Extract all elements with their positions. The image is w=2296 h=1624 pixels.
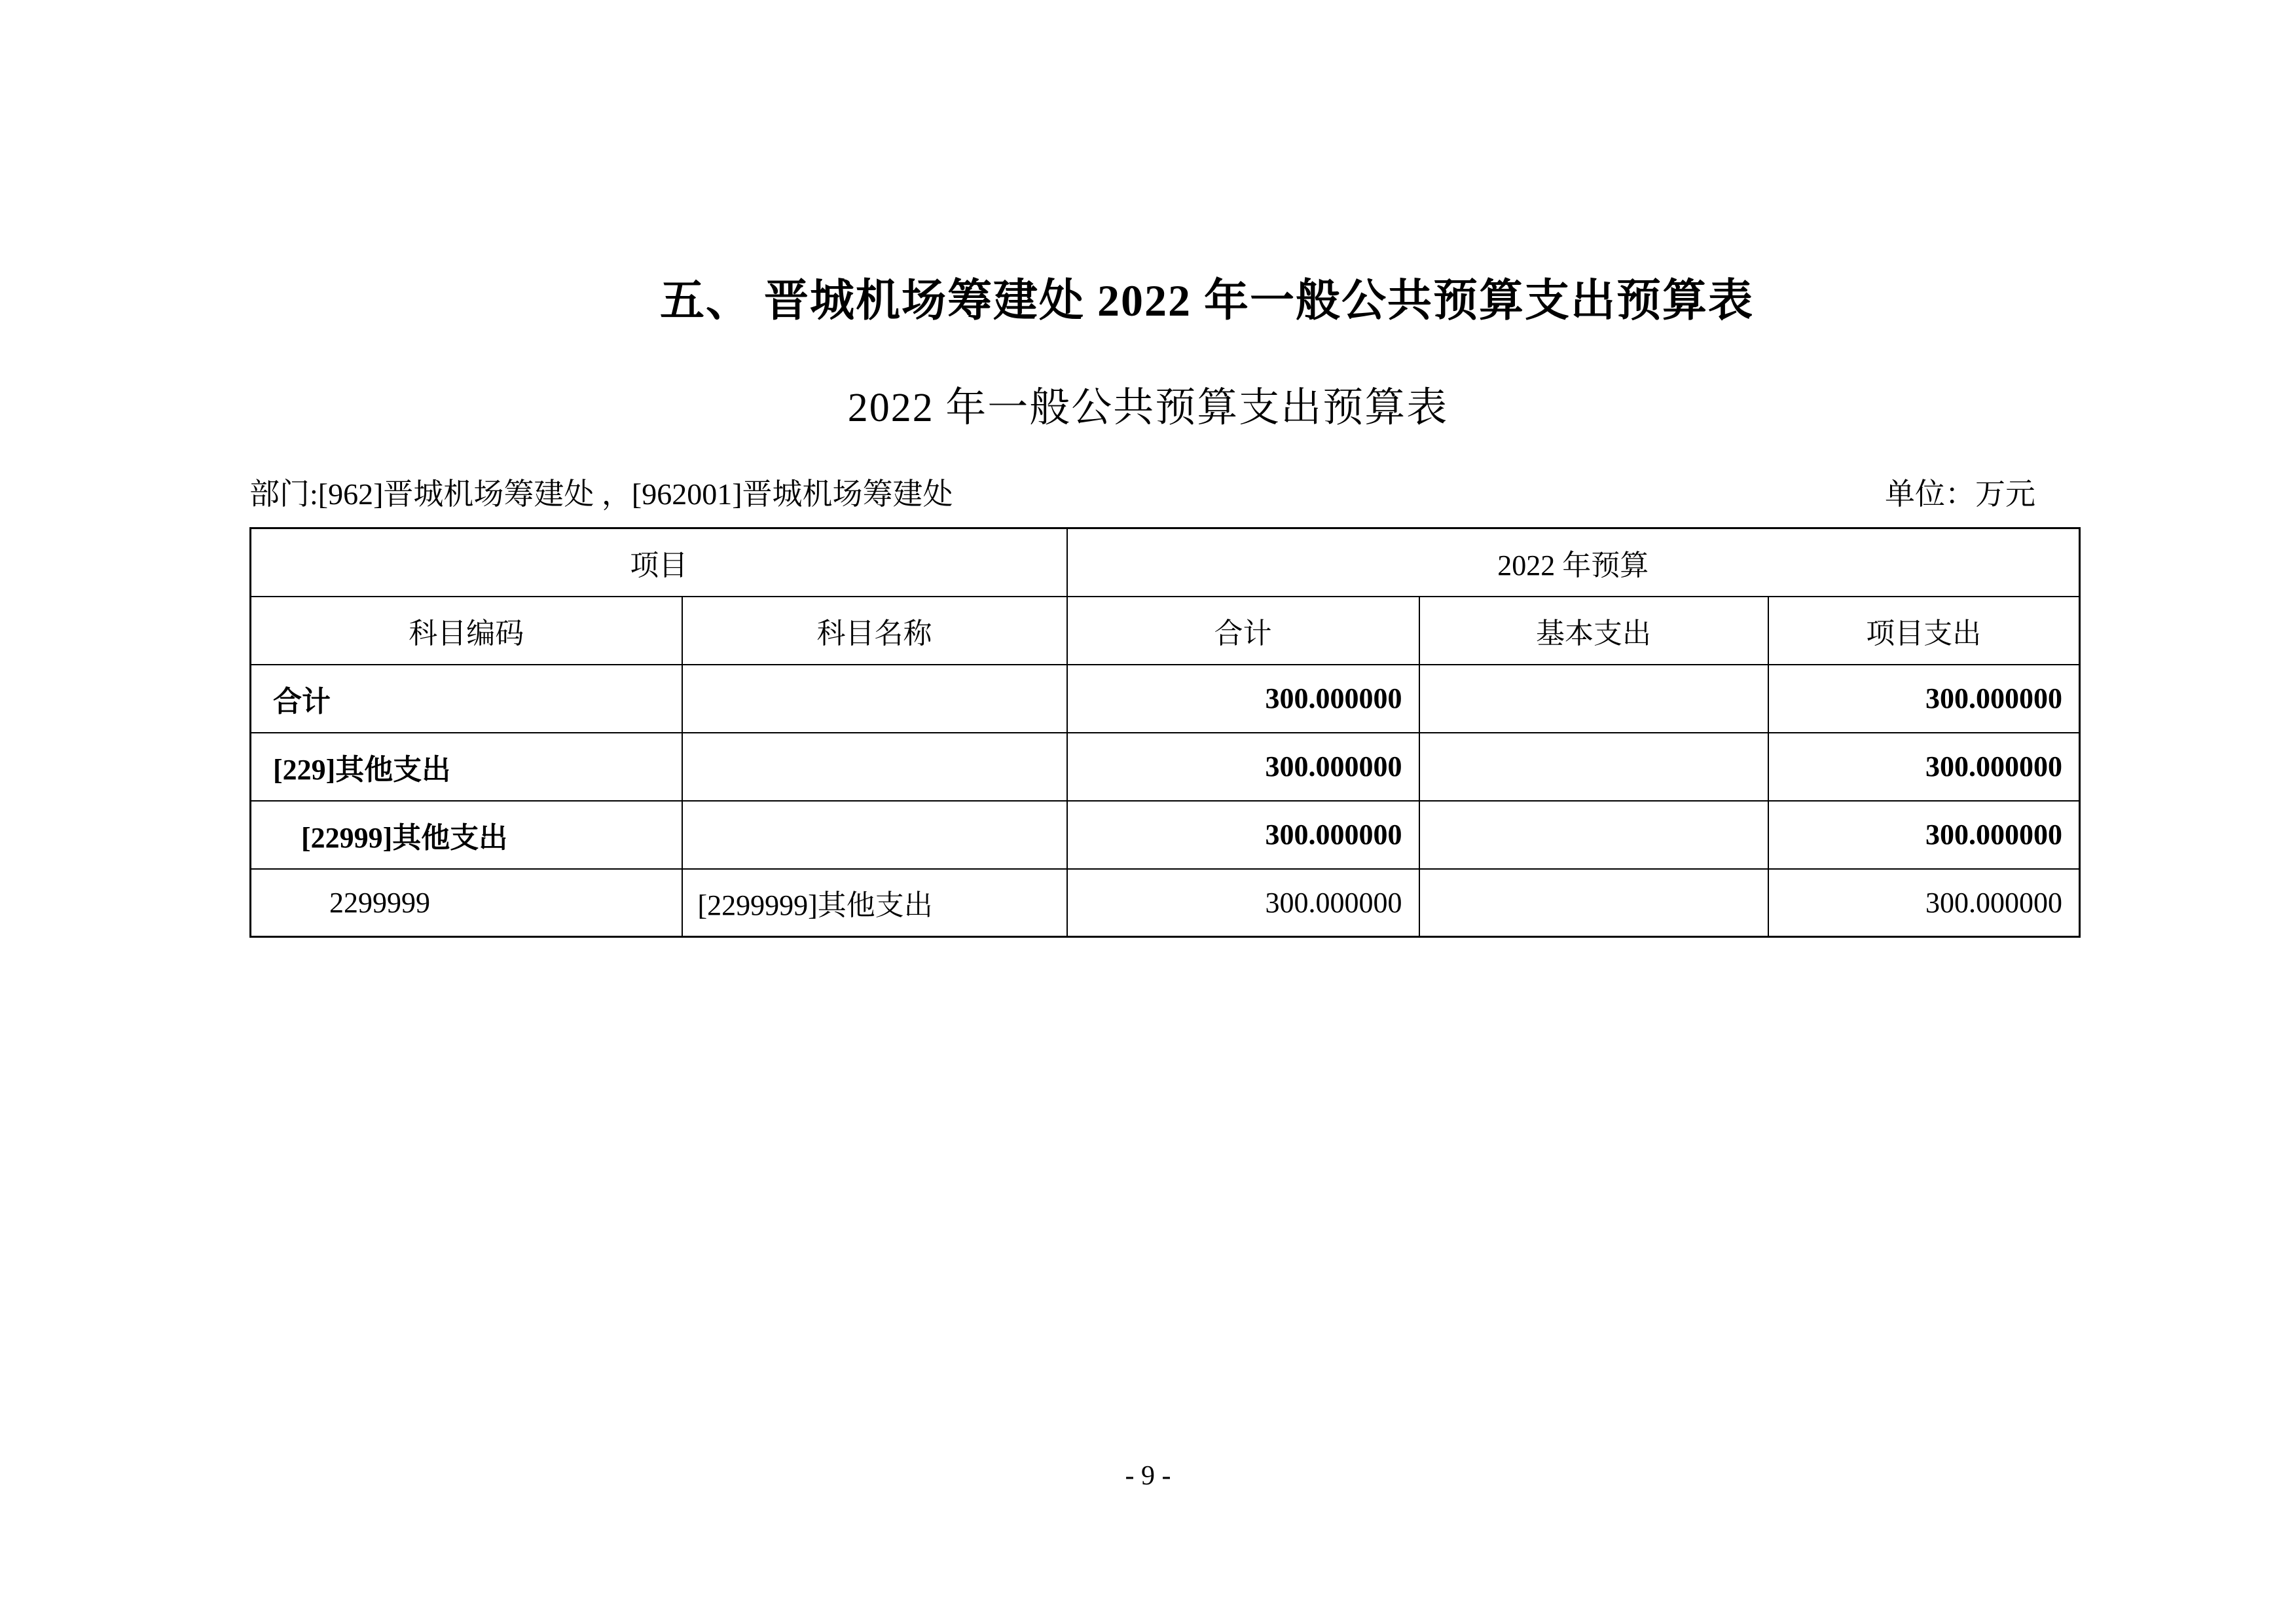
page-number: - 9 - bbox=[1125, 1461, 1171, 1491]
table-header-columns-row bbox=[251, 597, 2080, 665]
table-row-2299999 bbox=[251, 869, 2080, 937]
cell-total: 300.000000 bbox=[1067, 869, 1419, 937]
cell-basic-expense bbox=[1419, 869, 1768, 937]
cell-subject-code: 合计 bbox=[251, 665, 682, 733]
cell-total: 300.000000 bbox=[1067, 801, 1419, 869]
header-project-expense: 项目支出 bbox=[1768, 597, 2080, 665]
cell-total: 300.000000 bbox=[1067, 733, 1419, 801]
header-budget-group: 2022 年预算 bbox=[1067, 528, 2080, 597]
header-item-group: 项目 bbox=[251, 528, 1067, 597]
table-header-group-row bbox=[251, 528, 2080, 597]
cell-basic-expense bbox=[1419, 733, 1768, 801]
cell-project-expense: 300.000000 bbox=[1768, 801, 2080, 869]
cell-project-expense: 300.000000 bbox=[1768, 869, 2080, 937]
unit-label: 单位：万元 bbox=[1885, 477, 2035, 511]
header-subject-code: 科目编码 bbox=[251, 597, 682, 665]
table-row-22999 bbox=[251, 801, 2080, 869]
budget-table bbox=[249, 527, 2081, 938]
header-subject-name: 科目名称 bbox=[682, 597, 1067, 665]
cell-total: 300.000000 bbox=[1067, 665, 1419, 733]
cell-project-expense: 300.000000 bbox=[1768, 733, 2080, 801]
header-total: 合计 bbox=[1067, 597, 1419, 665]
cell-basic-expense bbox=[1419, 665, 1768, 733]
cell-subject-name bbox=[682, 665, 1067, 733]
cell-subject-code: 2299999 bbox=[251, 869, 682, 937]
page-title: 五、 晋城机场筹建处 2022 年一般公共预算支出预算表 bbox=[659, 276, 1754, 325]
header-basic-expense: 基本支出 bbox=[1419, 597, 1768, 665]
cell-subject-code: [229]其他支出 bbox=[251, 733, 682, 801]
table-meta-line bbox=[249, 470, 2079, 513]
cell-subject-code: [22999]其他支出 bbox=[251, 801, 682, 869]
cell-basic-expense bbox=[1419, 801, 1768, 869]
table-row-total bbox=[251, 665, 2080, 733]
cell-project-expense: 300.000000 bbox=[1768, 665, 2080, 733]
cell-subject-name bbox=[682, 801, 1067, 869]
department-label: 部门:[962]晋城机场筹建处 ，[962001]晋城机场筹建处 bbox=[249, 477, 953, 511]
cell-subject-name bbox=[682, 733, 1067, 801]
page-subtitle: 2022 年一般公共预算支出预算表 bbox=[847, 386, 1449, 430]
table-row-229 bbox=[251, 733, 2080, 801]
cell-subject-name: [2299999]其他支出 bbox=[682, 869, 1067, 937]
